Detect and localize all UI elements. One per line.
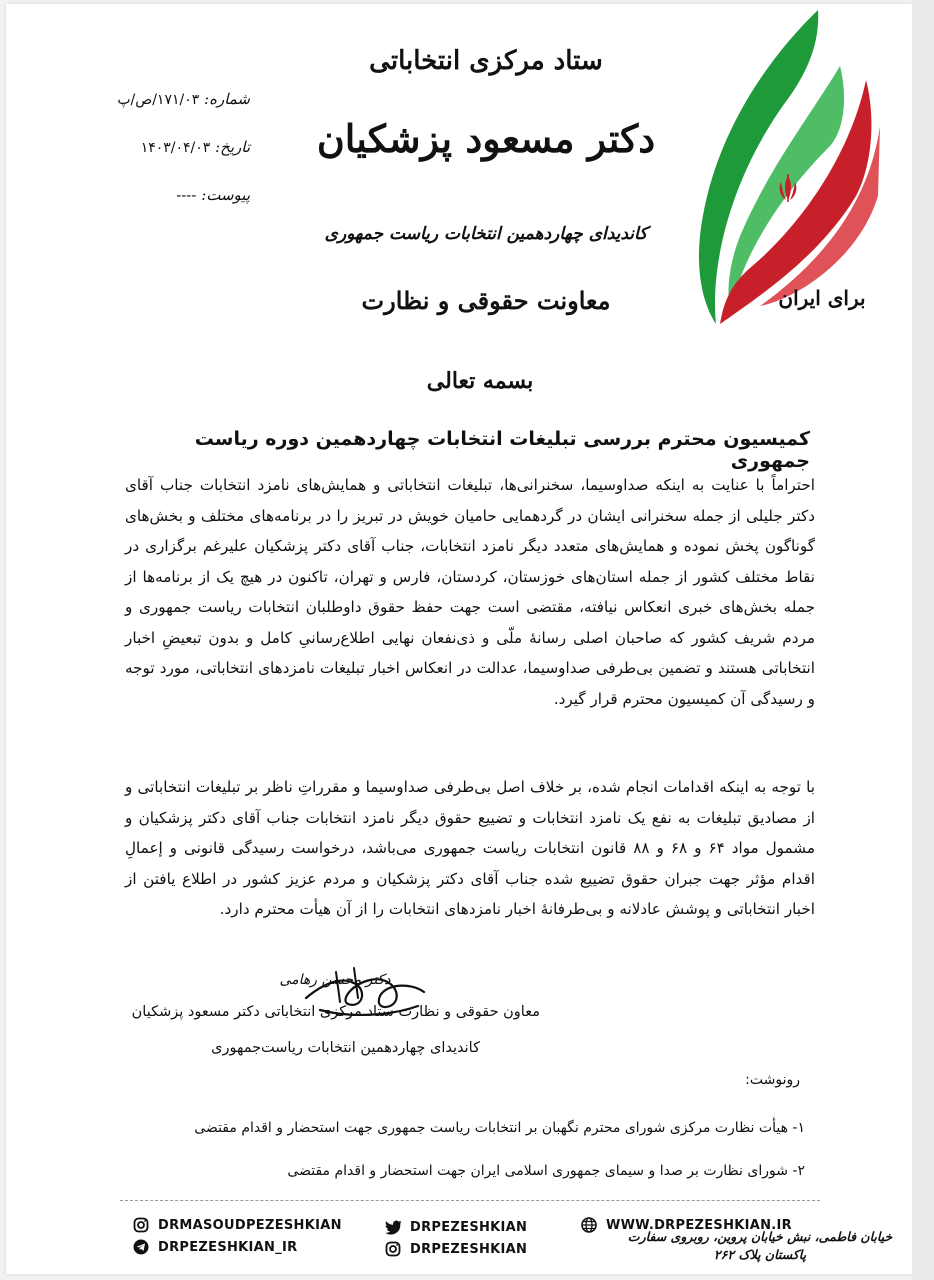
globe-icon [580,1216,598,1234]
letter-subject: کمیسیون محترم بررسی تبلیغات انتخابات چهاردهمین دوره ریاست جمهوری [194,428,810,472]
telegram-link[interactable] [132,1238,297,1256]
candidate-name: دکتر مسعود پزشکیان [316,116,656,161]
address-line-1: خیابان فاطمی، نبش خیابان پروین، روبروی سفارت پاکستان پلاک [627,1229,893,1262]
twitter-icon [384,1218,402,1236]
cc-title: رونوشت: [745,1072,800,1088]
address-line-2: ۲۶۲ [713,1247,735,1262]
instagram-icon [132,1216,150,1234]
instagram-link-1[interactable] [132,1216,342,1234]
letter-date-label: تاریخ: [215,138,250,156]
letter-number [110,90,250,108]
cc-item-1: ۱- هیأت نظارت مرکزی شورای محترم نگهبان بر انتخابات ریاست جمهوری جهت استحضار و اقدام مقتضی [194,1120,805,1136]
page-edge-strip [912,0,934,1280]
bismillah: بسمه تعالی [426,368,534,394]
letter-number-value: ۱۷۱/۰۳/ص/پ [117,92,200,108]
instagram-link-2[interactable] [384,1240,527,1258]
instagram-icon [384,1240,402,1258]
telegram-icon [132,1238,150,1256]
instagram-handle-2: DRPEZESHKIAN [410,1241,528,1257]
twitter-handle: DRPEZESHKIAN [410,1219,528,1235]
letter-attachment-label: پیوست: [201,186,250,204]
department-title: معاونت حقوقی و نظارت [361,286,611,315]
letter-attachment-value: ---- [176,188,197,204]
candidate-subtitle: کاندیدای چهاردهمین انتخابات ریاست جمهوری [324,224,648,244]
signer-name: دکتر محسن رهامی [279,972,391,988]
signer-subtitle: کاندیدای چهاردهمین انتخابات ریاست‌جمهوری [211,1040,480,1056]
signer-title: معاون حقوقی و نظارت ستاد مرکزی انتخاباتی دکتر مسعود پزشکیان [131,1004,540,1020]
footer-divider [120,1200,820,1202]
body-paragraph-2: با توجه به اینکه اقدامات انجام شده، بر خلاف اصل بی‌طرفی صداوسیما و مقرراتِ ناظر بر تبلیغات انتخاباتی و از مصادیق تبلیغات به نفع یک نامزد انتخابات و تضییع حقوق دیگر نامزد انتخابات جناب آقای دکتر پزشکیان و مشمول مواد ۶۴ و ۶۸ و ۸۸ قانون انتخابات ریاست جمهوری می‌باشد، درخواست رسیدگی قانونی و إعمالِ اقدام مؤثر جهت جبران حقوق تضییع شده جناب آقای دکتر پزشکیان و مردم عزیز کشور در اطلاع یافتن از اخبار انتخاباتی و پوشش عادلانه و بی‌طرفانهٔ اخبار نامزدهای انتخابات را از آن هیأت محترم دارد. [125,778,815,918]
website-url: WWW.DRPEZESHKIAN.IR [606,1217,792,1233]
cc-item-2: ۲- شورای نظارت بر صدا و سیمای جمهوری اسلامی ایران جهت استحضار و اقدام مقتضی [287,1163,805,1179]
letter-date-value: ۱۴۰۳/۰۴/۰۳ [140,140,211,156]
letter-attachment [110,186,250,204]
body-paragraph-1: احتراماً با عنایت به اینکه صداوسیما، سخنرانی‌ها، تبلیغات انتخاباتی و همایش‌های نامزد انتخابات جناب آقای دکتر جلیلی از جمله سخنرانی ایشان در گردهمایی حامیان خویش در تبریز را در برنامه‌های مختلف و بخش‌های گوناگون پخش نموده و همایش‌های متعدد دیگر نامزد انتخابات، جناب آقای دکتر پزشکیان علیرغم برگزاری در نقاط مختلف کشور از جمله استان‌های خوزستان، کردستان، فارس و تهران، تاکنون در هیچ یک از برنامه‌ها از جمله بخش‌های خبری انعکاس نیافته، مقتضی است جهت حفظ حقوق داوطلبان انتخابات ریاست جمهوری و مردم شریف کشور که صاحبان اصلی رسانهٔ ملّی و ذی‌نفعان نهایی اطلاع‌رسانیِ کامل و بدون تبعیضِ اخبار انتخاباتی هستند و تضمین بی‌طرفی صداوسیما، عدالت در انعکاس اخبار تبلیغات نامزدهای انتخاباتی، مورد توجه و رسیدگی آن کمیسیون محترم قرار گیرد. [125,476,815,708]
letter-number-label: شماره: [204,90,250,108]
telegram-handle: DRPEZESHKIAN_IR [158,1239,298,1255]
hq-title: ستاد مرکزی انتخاباتی [369,46,603,76]
slogan: برای ایران [778,286,866,310]
instagram-handle-1: DRMASOUDPEZESHKIAN [158,1217,342,1233]
office-address [610,1228,910,1264]
letter-date [110,138,250,156]
twitter-link[interactable] [384,1218,527,1236]
